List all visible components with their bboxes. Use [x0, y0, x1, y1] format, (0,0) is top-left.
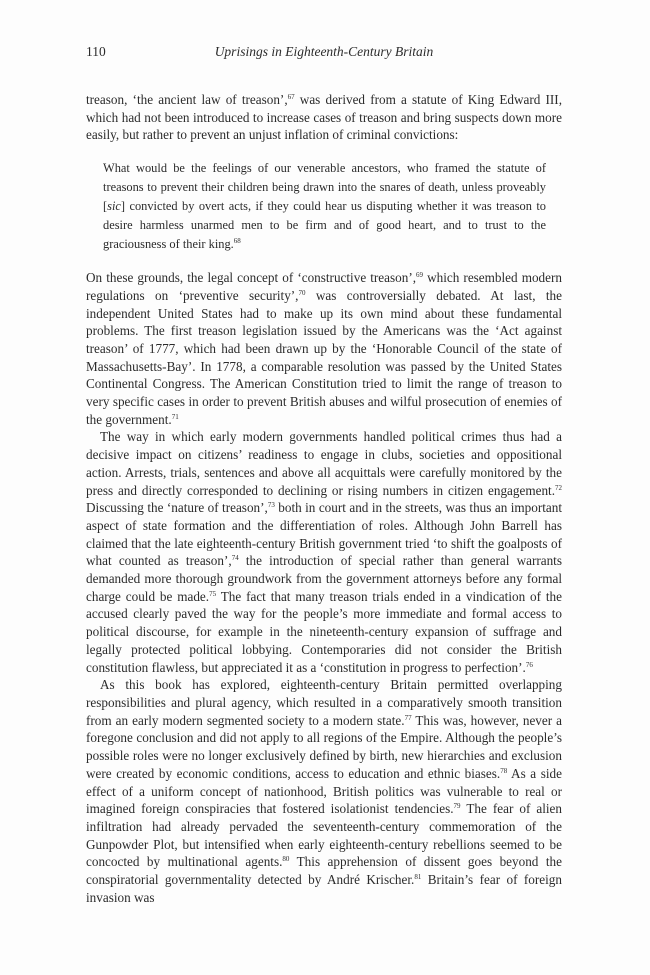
footnote-ref-80: 80	[282, 855, 290, 864]
text-run: both in court and in the streets, was thus an important aspect of state formation and the differentiation of roles. Although John Barrell has claimed that the late eighteenth-century British government tried ‘to shift the goalposts of what counted as treason’,	[86, 500, 562, 569]
text-run: which resembled modern regulations on ‘preventive security’,	[86, 270, 562, 303]
page-header	[86, 44, 562, 64]
body-text	[86, 91, 562, 906]
footnote-ref-75: 75	[209, 589, 217, 598]
text-run: This was, however, never a foregone conclusion and did not apply to all regions of the Empire. Although the people’s possible roles were no longer exclusively defined by birth, new hierarchies and exclusion were created by economic conditions, access to education and ethnic biases.	[86, 712, 563, 781]
footnote-ref-68: 68	[233, 237, 241, 246]
text-run: As a side effect of a uniform concept of nationhood, British politics was vulnerable to real or imagined foreign conspiracies that fostered isolationist tendencies.	[86, 765, 562, 817]
sic-mark: sic	[107, 199, 121, 214]
footnote-ref-72: 72	[555, 483, 562, 492]
text-run: This apprehension of dissent goes beyond the conspiratorial governmentality detected by André Krischer.	[86, 854, 562, 888]
text-run: Discussing the ‘nature of treason’,	[86, 500, 268, 516]
footnote-ref-69: 69	[416, 271, 424, 280]
footnote-ref-74: 74	[231, 554, 239, 563]
paragraph-4	[86, 676, 562, 906]
page-number: 110	[86, 44, 106, 59]
running-title: Uprisings in Eighteenth-Century Britain	[214, 44, 434, 59]
block-quote	[103, 159, 546, 254]
footnote-ref-73: 73	[267, 501, 275, 510]
footnote-ref-81: 81	[414, 873, 422, 882]
text-run: Britain’s fear of foreign invasion was	[86, 872, 562, 905]
paragraph-1	[86, 91, 562, 144]
text-run: The fact that many treason trials ended in a vindication of the accused clearly paved the way for the people’s more immediate and formal access to political discourse, for example in the nineteenth-century expansion of suffrage and legally protected political lobbying. Contemporaries did not consider the British constitution flawless, but appreciated it as a ‘constitution in progress to perfection’.	[86, 588, 562, 675]
paragraph-2	[86, 269, 562, 428]
text-run: was derived from a statute of King Edward III, which had not been introduced to increase cases of treason and bring suspects down more easily, but rather to prevent an unjust inflation of criminal convictions:	[86, 92, 562, 143]
footnote-ref-78: 78	[500, 766, 508, 775]
footnote-ref-76: 76	[525, 660, 533, 669]
text-run: On these grounds, the legal concept of ‘constructive treason’,	[86, 270, 417, 286]
paragraph-3	[86, 428, 562, 676]
text-run: The way in which early modern governments handled political crimes thus had a decisive impact on citizens’ readiness to engage in clubs, societies and oppositional action. Arrests, trials, sentences and above all acquittals were carefully monitored by the press and directly corresponded to declining or rising numbers in citizen engagement.	[86, 429, 562, 498]
text-run: What would be the feelings of our venerable ancestors, who framed the statute of treasons to prevent their children being drawn into the snares of death, unless proveably [	[103, 161, 546, 214]
footnote-ref-67: 67	[287, 93, 295, 101]
text-run: the introduction of special rather than general warrants demanded more thorough groundwork from the government attorneys before any formal charge could be made.	[86, 553, 562, 604]
footnote-ref-70: 70	[298, 288, 306, 297]
footnote-ref-71: 71	[171, 412, 179, 421]
text-run: The fear of alien infiltration had already pervaded the seventeenth-century commemoration of the Gunpowder Plot, but intensified when early eighteenth-century rebellions seemed to be concocted by multinational agents.	[86, 801, 562, 870]
text-run: was controversially debated. At last, the independent United States had to make up its own mind about these fundamental problems. The first treason legislation issued by the Americans was the ‘Act against treason’ of 1777, which had been drawn up by the ‘Honorable Council of the state of Massachusetts-Bay’. In 1778, a comparable resolution was passed by the United States Continental Congress. The American Constitution tried to limit the range of treason to very specific cases in order to prevent British abuses and wilful prosecution of enemies of the government.	[86, 287, 563, 427]
text-run: treason, ‘the ancient law of treason’,	[86, 92, 288, 107]
footnote-ref-79: 79	[453, 802, 461, 811]
text-run: As this book has explored, eighteenth-century Britain permitted overlapping responsibilities and plural agency, which resulted in a comparatively smooth transition from an early modern segmented society to a modern state.	[86, 677, 562, 728]
footnote-ref-77: 77	[404, 713, 412, 722]
text-run: ] convicted by overt acts, if they could hear us disputing whether it was treason to desire harmless unarmed men to be firm and of good heart, and to trust to the graciousness of their king.	[103, 199, 546, 252]
